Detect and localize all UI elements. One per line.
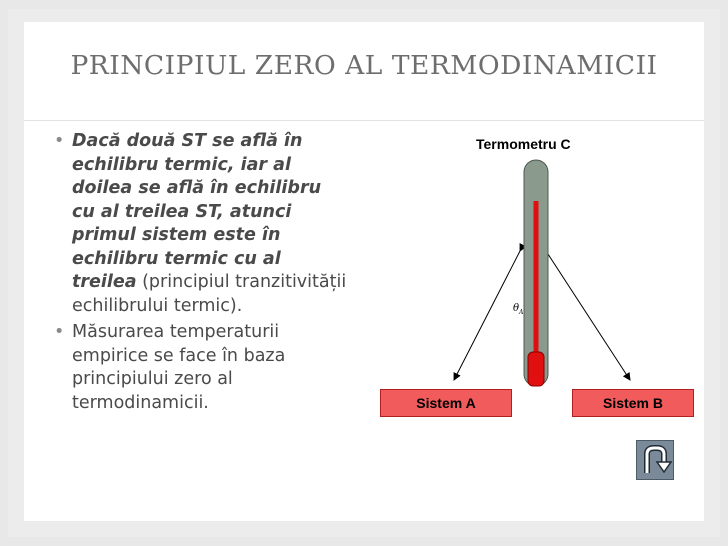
bullet-list xyxy=(48,130,348,418)
bullet-text: (principiul tranzitivității echilibrului termic). xyxy=(72,272,347,316)
bullet-item xyxy=(48,130,348,318)
bullet-item xyxy=(48,321,348,415)
system-b-box: Sistem B xyxy=(572,389,694,417)
thermometer-bulb xyxy=(528,352,544,386)
theta-a-label: $\theta_A$ xyxy=(513,303,524,316)
mercury-column xyxy=(534,201,539,361)
bullet-dot: • xyxy=(54,131,65,151)
arrow-a-to-thermometer xyxy=(454,251,520,380)
bullet-dot: • xyxy=(54,322,65,342)
thermometer-label: Termometru C xyxy=(476,136,571,152)
bullet-text: Măsurarea temperaturii empirice se face în baza principiului zero al termodinamicii. xyxy=(72,322,286,413)
system-a-box: Sistem A xyxy=(380,389,512,417)
return-arrow-icon xyxy=(637,441,673,479)
arrow-thermometer-to-b xyxy=(546,251,630,380)
back-button[interactable] xyxy=(636,440,674,480)
bullet-emphasis: Dacă două ST se află în echilibru termic, iar al doilea se află în echilibru cu al treilea ST, atunci primul sistem este în echilibru termic cu al treilea xyxy=(72,131,322,292)
thermometer-diagram xyxy=(380,128,700,438)
title-box xyxy=(24,22,704,121)
slide-title: PRINCIPIUL ZERO AL TERMODINAMICII xyxy=(70,50,658,81)
